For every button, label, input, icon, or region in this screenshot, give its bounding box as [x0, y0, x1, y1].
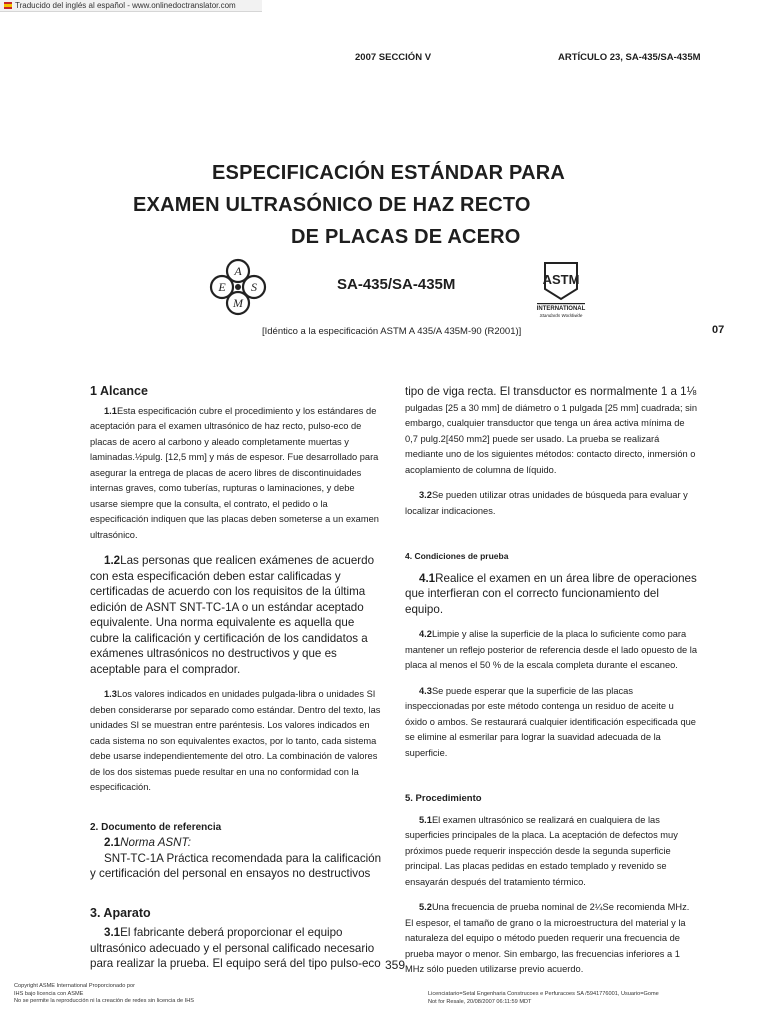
paragraph-5-2-number: 5.2 — [419, 902, 432, 912]
astm-letters: ASTM — [542, 272, 580, 287]
section-3-heading: 3. Aparato — [90, 905, 151, 920]
title-line-1: ESPECIFICACIÓN ESTÁNDAR PARA — [212, 162, 566, 184]
paragraph-3-2-number: 3.2 — [419, 490, 432, 500]
paragraph-1-3-text: Los valores indicados en unidades pulgada-libra o unidades SI deben considerarse por separado como estándar. Dentro del texto, las unidades SI se muestran entre paréntesis. Los valores indicados en cada sistema no son equivalentes exactos, por lo tanto, cada sistema debe usarse independientemente del otro. La combinación de valores de los dos sistemas puede resultar en una no conformidad con la especificación. — [90, 689, 381, 792]
paragraph-4-2 — [405, 627, 697, 674]
astm-tagline: Standards Worldwide — [539, 313, 583, 318]
paragraph-1-1 — [90, 404, 382, 544]
right-column — [405, 384, 697, 988]
section-1-heading: 1 Alcance — [90, 384, 148, 398]
section-2-heading: 2. Documento de referencia — [90, 821, 222, 833]
paragraph-3-1-continued — [405, 384, 697, 478]
paragraph-3-1-continued-text: pulgadas [25 a 30 mm] de diámetro o 1 pulgada [25 mm] cuadrada; sin embargo, cualquier transductor que tenga un área activa mínima de 0,7 pulg.2[450 mm2] puede ser usado. La prueba se realizará mediante uno de los siguientes métodos: contacto directo, inmersión o acoplamiento de columna de líquido. — [405, 402, 697, 475]
paragraph-2-1 — [104, 835, 382, 851]
paragraph-3-2 — [405, 488, 697, 519]
paragraph-2-1-title: Norma ASNT: — [120, 836, 191, 849]
footer-left-line-3: No se permite la reproducción ni la creación de redes sin licencia de IHS — [14, 998, 195, 1004]
footer-right — [428, 991, 758, 1006]
paragraph-4-1-text: Realice el examen en un área libre de operaciones que interfieran con el correcto funcionamiento del equipo. — [405, 571, 697, 616]
paragraph-4-2-text: Limpie y alise la superficie de la placa lo suficiente como para mantener un reflejo posterior de referencia desde el lado opuesto de la placa al menos el 50 % de la escala completa durante el escaneo. — [405, 629, 698, 670]
paragraph-4-3-text: Se puede esperar que la superficie de las placas inspeccionadas por este método contenga un residuo de aceite u óxido o ambos. Se restaurará cualquier identificación especificada que se elimine al esmerilar para lograr la suavidad adecuada de la superficie. — [405, 685, 696, 758]
paragraph-4-3-number: 4.3 — [419, 685, 432, 696]
asme-letter-e: E — [218, 280, 226, 294]
title-line-3: DE PLACAS DE ACERO — [291, 226, 521, 248]
paragraph-5-2 — [405, 900, 697, 978]
paragraph-2-1-text: SNT-TC-1A Práctica recomendada para la calificación y certificación del personal en ensayos no destructivos — [90, 851, 382, 880]
translator-banner-text: Traducido del inglés al español - www.onlinedoctranslator.com — [15, 1, 236, 10]
title-line-2: EXAMEN ULTRASÓNICO DE HAZ RECTO — [133, 194, 531, 216]
left-column — [90, 384, 382, 982]
designation: SA-435/SA-435M — [337, 276, 456, 293]
identical-note: [Idéntico a la especificación ASTM A 435/A 435M-90 (R2001)] — [262, 326, 522, 337]
paragraph-1-3 — [90, 687, 382, 796]
asme-letter-a: A — [234, 264, 242, 278]
paragraph-5-1-number: 5.1 — [419, 814, 432, 825]
paragraph-3-1-number: 3.1 — [104, 926, 121, 939]
paragraph-4-2-number: 4.2 — [419, 629, 432, 639]
footer-left-line-2: IHS bajo licencia con ASME — [14, 990, 84, 997]
paragraph-1-3-number: 1.3 — [104, 689, 117, 699]
paragraph-3-1-continued-lead: tipo de viga recta. El transductor es normalmente 1 a 1⅛ — [405, 385, 697, 398]
asme-logo-graphic — [208, 257, 268, 317]
paragraph-5-1 — [405, 813, 697, 891]
translator-banner[interactable] — [0, 0, 262, 12]
paragraph-1-2-text: Las personas que realicen exámenes de acuerdo con esta especificación deben estar calificadas y certificadas de acuerdo con los requisitos de la última edición de ASNT SNT-TC-1A o un estándar aceptado equivalente. Una norma equivalente es aquella que cubre la calificación y certificación de los candidatos a exámenes ultrasónicos no destructivos y que es aceptable para el comprador. — [90, 554, 375, 676]
astm-logo-icon — [531, 259, 591, 321]
footer-left-line-1: Copyright ASME International Proporcionado por — [14, 983, 135, 989]
paragraph-4-1 — [405, 571, 697, 618]
paragraph-3-2-text: Se pueden utilizar otras unidades de búsqueda para evaluar y localizar indicaciones. — [405, 490, 688, 516]
footer-right-line-2: Not for Resale, 20/08/2007 06:11:59 MDT — [428, 998, 532, 1005]
paragraph-1-2 — [90, 553, 382, 677]
section-5-heading: 5. Procedimiento — [405, 793, 482, 804]
paragraph-1-2-number: 1.2 — [104, 554, 121, 567]
paragraph-5-1-text: El examen ultrasónico se realizará en cualquiera de las superficies principales de la placa. La aceptación de defectos muy próximos puede requerir inspección desde la segunda superficie principal. Las placas pedidas en estado templado y revenido se ensayarán después del tratamiento térmico. — [405, 814, 678, 887]
edition-mark: 07 — [712, 324, 725, 336]
paragraph-3-1 — [90, 925, 382, 972]
footer-right-line-1: Licenciatario=Setal Engenharia Construcoes e Perfuracoes SA /5941776001, Usuario=Gome — [428, 991, 659, 997]
page-number: 359 — [385, 958, 406, 972]
paragraph-4-3 — [405, 684, 697, 762]
running-header-left: 2007 SECCIÓN V — [355, 52, 432, 63]
astm-name: INTERNATIONAL — [536, 306, 586, 312]
section-4-heading: 4. Condiciones de prueba — [405, 551, 509, 561]
translator-flag-icon — [4, 2, 12, 9]
paragraph-4-1-number: 4.1 — [419, 571, 436, 585]
running-header-right: ARTÍCULO 23, SA-435/SA-435M — [558, 52, 701, 63]
paragraph-3-1-text: El fabricante deberá proporcionar el equipo ultrasónico adecuado y el personal calificado necesario para realizar la prueba. El equipo será del tipo pulso-eco — [90, 926, 381, 970]
asme-letter-m: M — [233, 296, 243, 310]
footer-left — [14, 983, 274, 1006]
asme-letter-s: S — [251, 280, 257, 294]
astm-logo-graphic — [531, 259, 591, 321]
paragraph-5-2-text: Una frecuencia de prueba nominal de 2¼Se recomienda MHz. El espesor, el tamaño de grano o la microestructura del material y la naturaleza del equipo o método pueden requerir una frecuencia de prueba mayor o menor. Sin embargo, las frecuencias inferiores a 1 MHz sólo pueden utilizarse previo acuerdo. — [405, 902, 690, 974]
paragraph-2-1-number: 2.1 — [104, 836, 121, 849]
paragraph-1-1-number: 1.1 — [104, 405, 117, 416]
paragraph-1-1-text: Esta especificación cubre el procedimiento y los estándares de aceptación para el examen ultrasónico de haz recto, pulso-eco de placas de acero al carbono y aleado completamente muertas y laminadas.½pulg. [12,5 mm] y más de espesor. Fue desarrollado para asegurar la entrega de placas de acero libres de discontinuidades internas graves, como tuberías, rupturas o laminaciones, y debe usarse siempre que la consulta, el contrato, el pedido o la especificación indiquen que las placas deben someterse a un examen ultrasónico. — [90, 405, 379, 540]
asme-logo-icon — [208, 257, 268, 317]
